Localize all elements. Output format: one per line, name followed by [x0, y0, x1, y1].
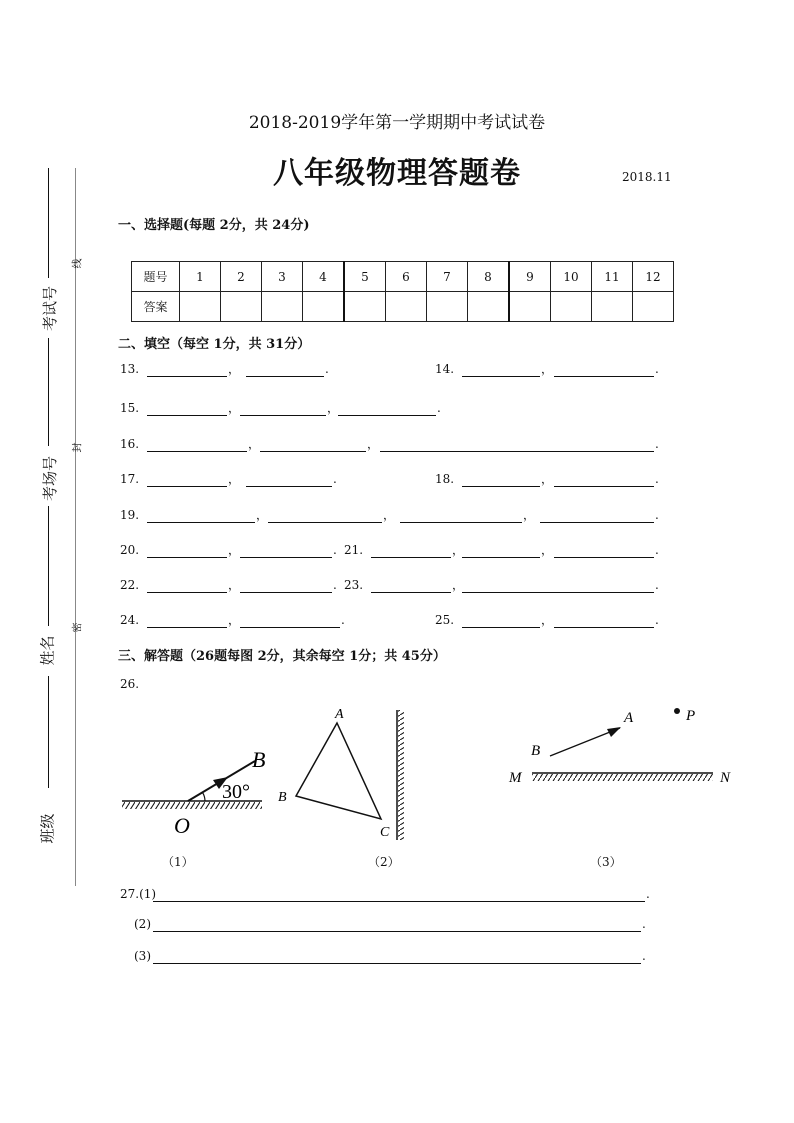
q27-blank-2[interactable]: [153, 931, 641, 932]
fill-row-15: [0, 400, 794, 416]
table-col-6: 6: [386, 262, 427, 292]
answer-cell[interactable]: [180, 292, 221, 322]
period: .: [655, 472, 659, 486]
answer-cell[interactable]: [551, 292, 592, 322]
answer-cell[interactable]: [427, 292, 468, 322]
section-solve-heading: 三、解答题（26题每图 2分，其余每空 1分；共 45分）: [118, 649, 446, 664]
fig3-label-A: A: [624, 710, 634, 726]
comma: ，: [452, 543, 465, 557]
q22-blank-1[interactable]: [147, 592, 227, 593]
q20-number: 20.: [120, 543, 140, 557]
fig1-label-angle: 30°: [222, 781, 250, 803]
comma: ，: [367, 437, 380, 451]
q15-blank-1[interactable]: [147, 415, 227, 416]
period: .: [341, 613, 345, 627]
q20-blank-2[interactable]: [240, 557, 332, 558]
period: .: [333, 472, 337, 486]
table-col-1: 1: [180, 262, 221, 292]
q23-number: 23.: [344, 578, 364, 592]
answer-table: [131, 261, 674, 322]
q22-number: 22.: [120, 578, 140, 592]
q27-line-1: [0, 886, 794, 902]
fig1-label-O: O: [174, 813, 190, 838]
comma: ，: [452, 578, 465, 592]
comma: ，: [541, 543, 554, 557]
comma: ，: [541, 472, 554, 486]
page-title: 八年级物理答题卷: [273, 156, 521, 191]
q20-blank-1[interactable]: [147, 557, 227, 558]
q16-blank-3[interactable]: [380, 451, 654, 452]
q15-blank-2[interactable]: [240, 415, 326, 416]
table-header-number: 题号: [132, 262, 180, 292]
fig2-caption: （2）: [368, 855, 400, 869]
q27-blank-1[interactable]: [153, 901, 645, 902]
q27-blank-3[interactable]: [153, 963, 641, 964]
answer-cell[interactable]: [303, 292, 345, 322]
table-col-11: 11: [592, 262, 633, 292]
room-blank[interactable]: [48, 338, 49, 446]
table-col-3: 3: [262, 262, 303, 292]
q15-blank-3[interactable]: [338, 415, 436, 416]
q19-blank-3[interactable]: [400, 522, 522, 523]
q17-blank-2[interactable]: [246, 486, 332, 487]
fig2-triangle: [296, 723, 381, 819]
q25-blank-2[interactable]: [554, 627, 654, 628]
q18-blank-2[interactable]: [554, 486, 654, 487]
comma: ，: [228, 362, 241, 376]
q24-number: 24.: [120, 613, 140, 627]
q21-number: 21.: [344, 543, 364, 557]
table-col-10: 10: [551, 262, 592, 292]
fig3-label-M: M: [509, 770, 522, 786]
table-col-5: 5: [344, 262, 386, 292]
q14-number: 14.: [435, 362, 455, 376]
fig2-label-A: A: [335, 707, 344, 722]
exam-id-blank[interactable]: [48, 168, 49, 278]
q16-blank-1[interactable]: [147, 451, 247, 452]
q17-blank-1[interactable]: [147, 486, 227, 487]
q17-number: 17.: [120, 472, 140, 486]
q15-number: 15.: [120, 401, 140, 415]
class-label: 班级: [38, 813, 57, 844]
q16-number: 16.: [120, 437, 140, 451]
period: .: [333, 543, 337, 557]
q21-blank-3[interactable]: [554, 557, 654, 558]
period: .: [655, 508, 659, 522]
fig3-caption: （3）: [590, 855, 622, 869]
comma: ，: [228, 578, 241, 592]
seal-line-mark: 线: [72, 258, 84, 269]
period: .: [655, 362, 659, 376]
fig2-label-C: C: [380, 825, 390, 840]
fig1-mirror-hatch: [122, 802, 262, 809]
comma: ，: [256, 508, 269, 522]
seal-seal-mark: 封: [72, 442, 84, 453]
comma: ，: [383, 508, 396, 522]
period: .: [437, 401, 441, 415]
room-label: 考场号: [41, 455, 60, 502]
fill-row-24-25: [0, 612, 794, 628]
fig1-angle-arc: [203, 793, 205, 801]
q21-blank-1[interactable]: [371, 557, 451, 558]
q25-blank-1[interactable]: [462, 627, 540, 628]
comma: ，: [541, 362, 554, 376]
q14-blank-2[interactable]: [554, 376, 654, 377]
figure-1-reflection[interactable]: [122, 747, 265, 838]
fill-row-22-23: [0, 577, 794, 593]
q24-blank-2[interactable]: [240, 627, 340, 628]
exam-date: 2018.11: [622, 170, 672, 184]
q19-number: 19.: [120, 508, 140, 522]
fig2-mirror-hatch: [398, 710, 404, 840]
table-col-4: 4: [303, 262, 345, 292]
table-col-9: 9: [509, 262, 551, 292]
answer-cell[interactable]: [468, 292, 510, 322]
comma: ，: [523, 508, 536, 522]
q18-blank-1[interactable]: [462, 486, 540, 487]
q27-label-2: (2): [134, 917, 151, 931]
fig2-label-B: B: [278, 790, 287, 805]
period: .: [642, 949, 646, 963]
fill-row-17-18: [0, 471, 794, 487]
fig1-caption: （1）: [162, 855, 194, 869]
q19-blank-4[interactable]: [540, 522, 654, 523]
fig3-arrow-head: [607, 727, 621, 737]
answer-cell[interactable]: [633, 292, 674, 322]
fill-row-16: [0, 436, 794, 452]
q22-blank-2[interactable]: [240, 592, 332, 593]
comma: ，: [541, 613, 554, 627]
q16-blank-2[interactable]: [260, 451, 366, 452]
figure-3-mirror-MN[interactable]: [508, 708, 731, 786]
table-col-2: 2: [221, 262, 262, 292]
table-col-8: 8: [468, 262, 510, 292]
comma: ，: [228, 472, 241, 486]
fig1-label-B: B: [252, 747, 266, 772]
q13-blank-2[interactable]: [246, 376, 324, 377]
fig3-point-P: [674, 708, 680, 714]
comma: ，: [327, 401, 340, 415]
q19-blank-2[interactable]: [268, 522, 382, 523]
q21-blank-2[interactable]: [462, 557, 540, 558]
q26-figures: [0, 690, 794, 850]
q19-blank-1[interactable]: [147, 522, 255, 523]
table-header-answer: 答案: [132, 292, 180, 322]
period: .: [325, 362, 329, 376]
q18-number: 18.: [435, 472, 455, 486]
fill-row-20-21: [0, 542, 794, 558]
q24-blank-1[interactable]: [147, 627, 227, 628]
section-fill-heading: 二、填空（每空 1分，共 31分）: [118, 337, 311, 352]
name-label: 姓名: [38, 635, 57, 666]
answer-cell[interactable]: [592, 292, 633, 322]
q23-blank-1[interactable]: [371, 592, 451, 593]
comma: ，: [228, 401, 241, 415]
seal-secret-mark: 密: [72, 622, 84, 633]
q27-line-2: [0, 916, 794, 932]
q25-number: 25.: [435, 613, 455, 627]
fig3-label-P: P: [686, 708, 696, 724]
q13-number: 13.: [120, 362, 140, 376]
figure-2-triangle-mirror[interactable]: [278, 707, 404, 840]
period: .: [655, 543, 659, 557]
section-choice-heading: 一、选择题(每题 2分，共 24分): [118, 218, 310, 233]
q27-label-1: 27.(1): [120, 887, 157, 901]
table-col-12: 12: [633, 262, 674, 292]
answer-cell[interactable]: [221, 292, 262, 322]
q26-number: 26.: [120, 677, 140, 691]
period: .: [333, 578, 337, 592]
fig3-label-N: N: [720, 770, 731, 786]
q23-blank-2[interactable]: [462, 592, 654, 593]
comma: ，: [228, 543, 241, 557]
q27-label-3: (3): [134, 949, 151, 963]
exam-subtitle: 2018-2019学年第一学期期中考试试卷: [248, 113, 546, 133]
fill-row-19: [0, 507, 794, 523]
exam-id-label: 考试号: [41, 285, 60, 332]
period: .: [655, 437, 659, 451]
q13-blank-1[interactable]: [147, 376, 227, 377]
table-col-7: 7: [427, 262, 468, 292]
fig3-mirror-hatch: [532, 774, 713, 781]
comma: ，: [248, 437, 261, 451]
answer-cell[interactable]: [386, 292, 427, 322]
period: .: [655, 578, 659, 592]
answer-cell[interactable]: [344, 292, 386, 322]
answer-cell[interactable]: [509, 292, 551, 322]
period: .: [646, 887, 650, 901]
period: .: [655, 613, 659, 627]
answer-cell[interactable]: [262, 292, 303, 322]
name-blank[interactable]: [48, 506, 49, 626]
period: .: [642, 917, 646, 931]
comma: ，: [228, 613, 241, 627]
fig3-label-B: B: [531, 743, 541, 759]
fill-row-13-14: [0, 361, 794, 377]
q27-line-3: [0, 948, 794, 964]
q14-blank-1[interactable]: [462, 376, 540, 377]
